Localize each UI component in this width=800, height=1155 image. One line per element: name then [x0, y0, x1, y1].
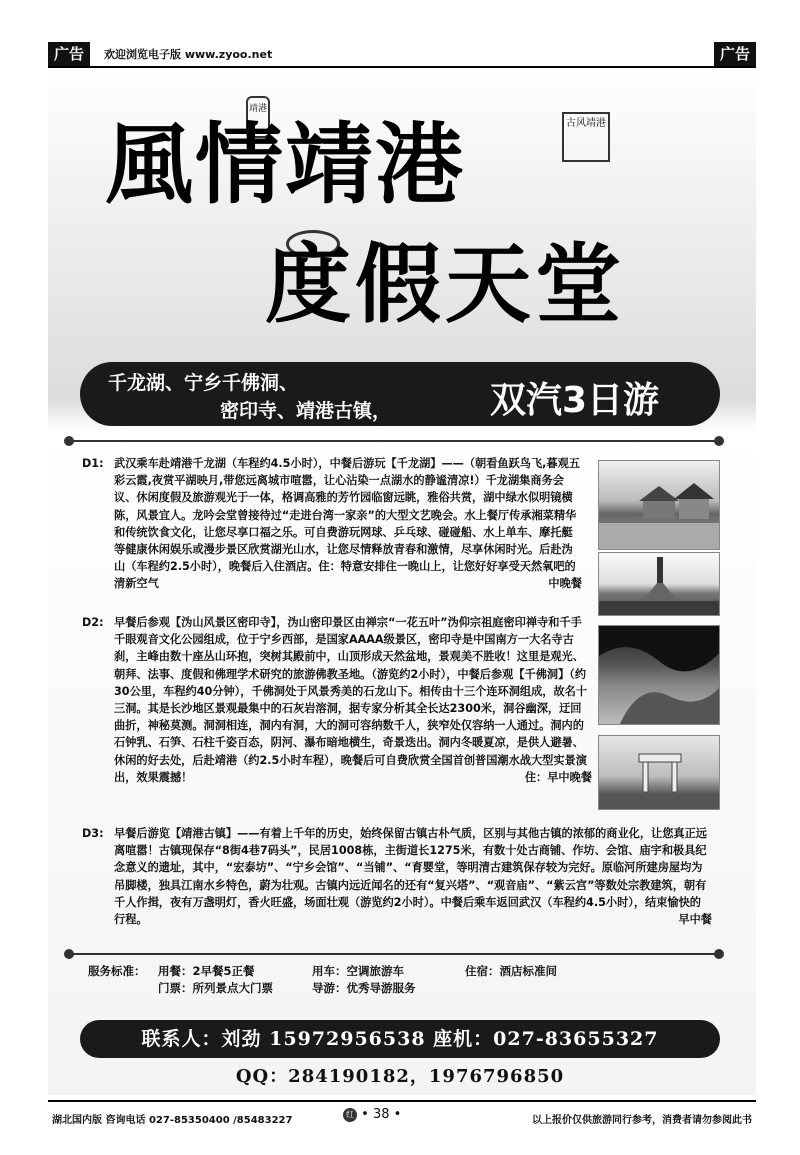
- service-guide: 导游：优秀导游服务: [312, 981, 416, 995]
- footer-right: 以上报价仅供旅游同行参考，消费者请勿参阅此书: [532, 1115, 752, 1126]
- page-header: [48, 42, 756, 68]
- day-label: D3:: [82, 827, 104, 840]
- service-meals: 用餐：2早餐5正餐: [158, 964, 255, 978]
- photo-karst-cave: [598, 625, 720, 725]
- day-meals: 住：早中晚餐: [524, 770, 592, 784]
- ad-tag-left: 广告: [48, 42, 90, 66]
- day-text: 武汉乘车赴靖港千龙湖（车程约4.5小时），中餐后游玩【千龙湖】——（朝看鱼跃鸟飞,暮观五彩云霞,夜赏平湖映月,带您远离城市喧嚣，让心沾染一点湖水的静谧清凉!）千龙湖集商务会议、休闲度假及旅游观光于一体，格调高雅的芳竹园临窗远眺，雅俗共赏，湖中绿水似明镜横陈，风景宜人。龙吟会堂曾接待过“走进台湾一家亲”的大型文艺晚会。水上餐厅传承湘菜精华和传统饮食文化，让您尽享口福之乐。可自费游玩网球、乒乓球、碰碰船、水上单车、摩托艇等健康休闲娱乐或漫步景区欣赏湖光山水，让您尽情释放青春和激情，尽享休闲时光。后赴沩山（车程约2.5小时），晚餐后入住酒店。住：特意安排住一晚山上，让您好好享受天然氧吧的清新空气: [114, 457, 580, 591]
- ad-tag-right: 广告: [714, 42, 756, 66]
- service-tickets: 门票：所列景点大门票: [158, 981, 273, 995]
- qq-numbers: QQ：284190182，1976796850: [235, 1066, 565, 1087]
- divider-bottom: [68, 953, 720, 955]
- day-meals: 中晚餐: [548, 577, 582, 591]
- site-url[interactable]: 欢迎浏览电子版 www.zyoo.net: [104, 48, 273, 61]
- day-label: D2:: [82, 616, 104, 629]
- publisher-logo-icon: 红: [343, 1108, 357, 1122]
- route-banner: [80, 362, 720, 426]
- photo-memorial-arch: [598, 735, 720, 810]
- poster-title-line2: 度假天堂: [265, 234, 625, 335]
- banner-line1: 千龙湖、宁乡千佛洞、: [108, 372, 299, 394]
- service-vehicle: 用车：空调旅游车: [312, 964, 404, 978]
- day-label: D1:: [82, 457, 104, 470]
- seal-stamp-left: 靖港: [246, 96, 270, 138]
- itinerary-day-3: [82, 825, 712, 928]
- contact-bar: 联系人：刘劲 15972956538 座机：027-83655327: [80, 1020, 720, 1058]
- page-number-block: [343, 1107, 401, 1122]
- photo-statue-steps: [598, 552, 720, 616]
- page-footer: [48, 1100, 756, 1124]
- day-text: 早餐后游览【靖港古镇】——有着上千年的历史，始终保留古镇古朴气质，区别与其他古镇的浓郁的商业化，让您真正远离喧嚣！古镇现保存“8街4巷7码头”，民居1008栋，主街道长1275米，有数十处古商铺、作坊、会馆、庙宇和极具纪念意义的遗址，其中，“宏泰坊”、“宁乡会馆”、“当铺”、“育婴堂，等明清古建筑保存较为完好。原临河所建房屋均为吊脚楼，独具江南水乡特色，蔚为壮观。古镇内远近闻名的还有“复兴塔”、“观音庙”、“紫云宫”等数处宗教建筑，朝有千人作揖，夜有万盏明灯，香火旺盛，场面壮观（游览约2小时）。中餐后乘车返回武汉（车程约4.5小时），结束愉快的行程。: [114, 827, 707, 927]
- banner-highlight: 双汽3日游: [490, 380, 660, 421]
- seal-stamp-right: 古风靖港: [562, 112, 610, 162]
- footer-left: 湖北国内版 咨询电话 027-85350400 /85483227: [52, 1115, 293, 1126]
- day-text: 早餐后参观【沩山风景区密印寺】，沩山密印景区由禅宗“一花五叶”沩仰宗祖庭密印禅寺和千手千眼观音文化公园组成，位于宁乡西部，是国家AAAA级景区，密印寺是中国南方一大名寺古刹，主峰由数十座丛山环抱，突树其殿前中，山顶形成天然盆地，景观美不胜收！这里是观光、朝拜、法事、度假和佛理学术研究的旅游佛教圣地。（游览约2小时），中餐后参观【千佛洞】（约30公里，车程约40分钟），千佛洞处于风景秀美的石龙山下。相传由十三个连环洞组成，故名十三洞。其是长沙地区景观最集中的石灰岩溶洞，据专家分析其全长达2300米，洞谷幽深，迂回曲折，神秘莫测。洞洞相连，洞内有洞，大的洞可容纳数千人，狭窄处仅容纳一人通过。洞内的石钟乳、石笋、石柱千姿百态，阴河、瀑布暗地横生，奇景迭出。洞内冬暖夏凉，是供人避暑、休闲的好去处，后赴靖港（约2.5小时车程），晚餐后可自费欣赏全国首创普国潮水战大型实景演出，效果震撼！: [114, 616, 588, 784]
- banner-line2: 密印寺、靖港古镇，: [220, 400, 392, 422]
- divider-top: [68, 440, 720, 442]
- day-meals: 早中餐: [678, 913, 712, 927]
- itinerary-day-2: [82, 614, 592, 786]
- poster-title-line1: 風情靖港: [105, 112, 466, 216]
- service-lodging: 住宿：酒店标准间: [465, 964, 557, 978]
- service-label: 服务标准：: [88, 964, 146, 978]
- itinerary-day-1: [82, 455, 582, 593]
- page-number: • 38 •: [361, 1107, 402, 1122]
- photo-lakeside-village: [598, 460, 720, 550]
